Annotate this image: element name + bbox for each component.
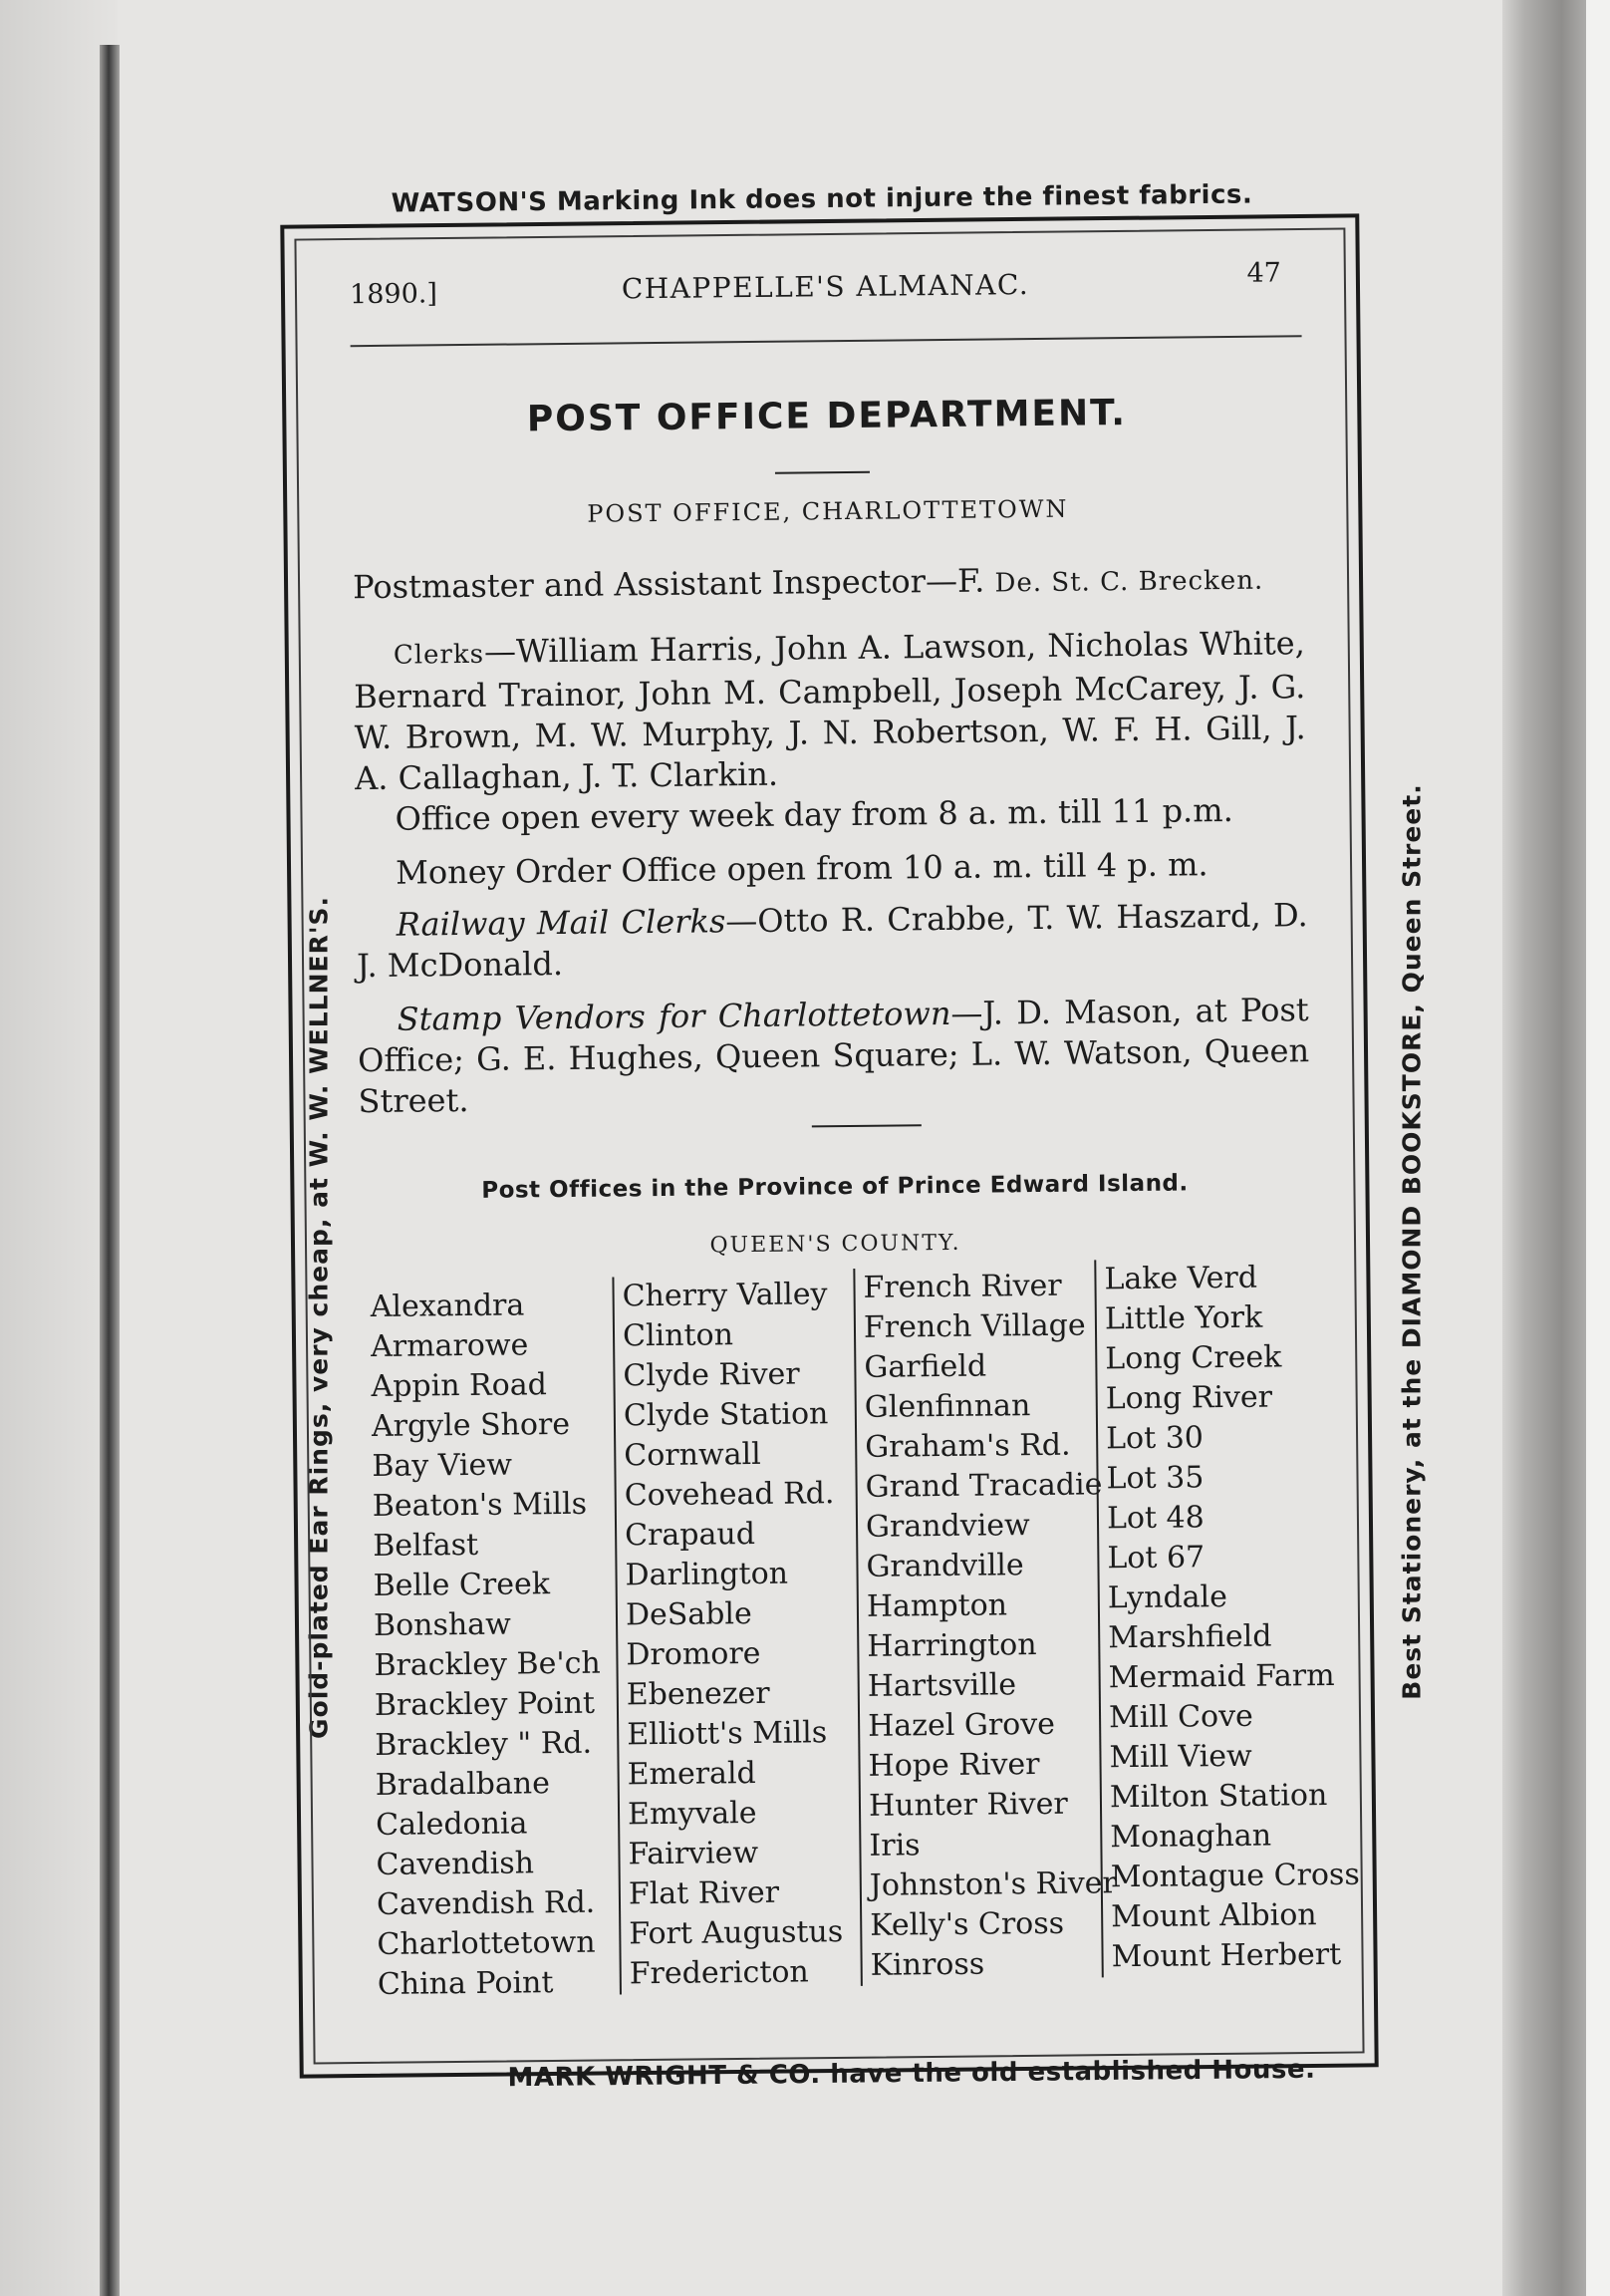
list-column-2 xyxy=(612,1275,843,1994)
list-item: Covehead Rd. xyxy=(624,1476,835,1514)
list-item: Fairview xyxy=(628,1835,759,1872)
list-item: Kelly's Cross xyxy=(870,1905,1065,1943)
list-item: Lot 35 xyxy=(1106,1460,1205,1497)
list-item: Mermaid Farm xyxy=(1108,1657,1335,1696)
list-item: Long Creek xyxy=(1105,1339,1282,1377)
list-item: Armarowe xyxy=(370,1327,529,1365)
running-head-title: CHAPPELLE'S ALMANAC. xyxy=(621,268,1030,306)
list-item: Fredericton xyxy=(629,1954,809,1992)
list-item: Johnston's River xyxy=(869,1866,1117,1903)
list-item: Emyvale xyxy=(627,1796,757,1833)
list-item: Kinross xyxy=(870,1946,985,1983)
sub-heading: POST OFFICE, CHARLOTTETOWN xyxy=(587,494,1069,528)
list-item: Lyndale xyxy=(1107,1579,1228,1616)
list-item: Lot 48 xyxy=(1106,1500,1205,1537)
list-item: Glenfinnan xyxy=(864,1388,1031,1425)
list-item: Beaton's Mills xyxy=(372,1486,588,1525)
money-order-hours: Money Order Office open from 10 a. m. till 4 p. m. xyxy=(395,845,1208,892)
clerks-text: —William Harris, John A. Lawson, Nicholas White, Bernard Trainor, John M. Campbell, Joseph McCarey, J. G. W. Brown, M. W. Murphy, J. N. Robertson, W. F. H. Gill, J. A. Callaghan, J. T. Clarkin. xyxy=(354,624,1306,798)
list-item: Clyde Station xyxy=(623,1396,829,1434)
list-item: Flat River xyxy=(628,1874,780,1912)
list-item: Little York xyxy=(1104,1299,1263,1337)
list-item: Charlottetown xyxy=(377,1924,596,1963)
top-advertisement: WATSON'S Marking Ink does not injure the finest fabrics. xyxy=(391,179,1253,219)
left-side-advertisement: Gold-plated Ear Rings, very cheap, at W. W. WELLNER'S. xyxy=(304,896,334,1739)
list-column-3 xyxy=(853,1266,1117,1986)
list-item: Lake Verd xyxy=(1104,1260,1258,1297)
post-office-list xyxy=(370,1260,1360,2005)
list-item: Lot 30 xyxy=(1105,1420,1205,1457)
list-item: Grandville xyxy=(866,1548,1024,1584)
postmaster-label: Postmaster and Assistant Inspector—F. xyxy=(352,561,995,607)
railway-label: Railway Mail Clerks xyxy=(396,902,726,944)
clerks-paragraph xyxy=(354,623,1307,799)
section-rule xyxy=(812,1124,922,1127)
list-item: Hazel Grove xyxy=(867,1706,1056,1744)
list-item: Mount Albion xyxy=(1110,1897,1317,1935)
list-item: Belle Creek xyxy=(373,1567,551,1604)
list-item: Clyde River xyxy=(623,1356,800,1394)
list-item: Harrington xyxy=(867,1627,1037,1664)
list-item: Clinton xyxy=(622,1317,734,1354)
list-item: Emerald xyxy=(627,1756,756,1793)
list-item: Marshfield xyxy=(1108,1618,1272,1656)
stamp-label: Stamp Vendors for Charlottetown xyxy=(397,994,951,1038)
list-item: China Point xyxy=(377,1965,554,2003)
list-item: Darlington xyxy=(625,1556,789,1593)
right-margin xyxy=(1586,0,1610,2296)
list-item: Cherry Valley xyxy=(622,1277,828,1314)
list-item: Lot 67 xyxy=(1107,1540,1206,1577)
railway-text: —Otto R. Crabbe, T. W. Haszard, D. J. McDonald. xyxy=(356,896,1308,986)
running-head xyxy=(350,249,1301,309)
list-item: Garfield xyxy=(864,1348,987,1385)
list-item: Mill View xyxy=(1109,1738,1252,1776)
list-item: Cavendish Rd. xyxy=(376,1884,596,1923)
list-column-1 xyxy=(371,1286,605,2005)
list-item: Bradalbane xyxy=(375,1766,551,1804)
list-item: Bonshaw xyxy=(373,1606,511,1644)
list-item: Graham's Rd. xyxy=(865,1427,1071,1465)
list-item: Caledonia xyxy=(375,1806,528,1844)
heading-rule xyxy=(775,471,870,474)
list-item: Belfast xyxy=(373,1527,479,1565)
list-item: French River xyxy=(863,1268,1062,1305)
county-heading: QUEEN'S COUNTY. xyxy=(709,1230,961,1259)
page-number: 47 xyxy=(1246,257,1282,289)
list-item: Dromore xyxy=(626,1635,761,1673)
list-item: DeSable xyxy=(625,1596,752,1633)
postmaster-name: De. St. C. Brecken. xyxy=(994,565,1264,599)
offices-heading: Post Offices in the Province of Prince Edward Island. xyxy=(481,1170,1189,1204)
list-item: Grandview xyxy=(865,1508,1030,1545)
section-heading: POST OFFICE DEPARTMENT. xyxy=(526,393,1128,440)
list-item: Long River xyxy=(1105,1379,1273,1417)
stamp-vendors-paragraph xyxy=(357,990,1309,1122)
list-item: Cornwall xyxy=(624,1436,761,1474)
running-head-year: 1890.] xyxy=(349,278,438,311)
list-column-4 xyxy=(1094,1258,1361,1978)
list-item: Grand Tracadie xyxy=(865,1467,1103,1505)
binding-gutter xyxy=(100,45,120,2296)
list-item: Brackley Be'ch xyxy=(374,1645,601,1684)
list-item: Elliott's Mills xyxy=(627,1715,828,1753)
list-item: Bay View xyxy=(372,1447,513,1485)
right-side-advertisement: Best Stationery, at the DIAMOND BOOKSTORE, Queen Street. xyxy=(1397,783,1427,1700)
stamp-text: —J. D. Mason, at Post Office; G. E. Hughes, Queen Square; L. W. Watson, Queen Street. xyxy=(357,991,1310,1121)
list-item: Monaghan xyxy=(1110,1818,1272,1856)
list-item: Hope River xyxy=(868,1747,1040,1784)
list-item: Mount Herbert xyxy=(1111,1936,1342,1975)
page-content xyxy=(349,249,1360,2033)
list-item: Hampton xyxy=(866,1587,1008,1624)
list-item: Hunter River xyxy=(868,1786,1068,1824)
list-item: Mill Cove xyxy=(1108,1698,1254,1736)
list-item: Ebenezer xyxy=(626,1675,770,1713)
list-item: Iris xyxy=(869,1828,921,1864)
list-item: Appin Road xyxy=(371,1367,547,1405)
list-item: Argyle Shore xyxy=(371,1406,571,1445)
clerks-label: Clerks xyxy=(393,639,485,671)
list-item: Brackley " Rd. xyxy=(375,1725,593,1764)
list-item: French Village xyxy=(863,1307,1086,1345)
list-item: Hartsville xyxy=(867,1667,1017,1704)
list-item: Brackley Point xyxy=(374,1685,596,1724)
list-item: Montague Cross xyxy=(1110,1857,1360,1895)
office-hours: Office open every week day from 8 a. m. till 11 p.m. xyxy=(395,790,1233,838)
list-item: Fort Augustus xyxy=(629,1914,844,1952)
list-item: Cavendish xyxy=(376,1846,535,1883)
railway-clerks-paragraph xyxy=(356,895,1308,987)
list-item: Alexandra xyxy=(370,1288,525,1325)
list-item: Crapaud xyxy=(624,1517,756,1554)
postmaster-line xyxy=(353,557,1304,611)
list-item: Milton Station xyxy=(1109,1778,1328,1816)
bottom-advertisement: MARK WRIGHT & CO. have the old established House. xyxy=(507,2054,1316,2094)
head-rule xyxy=(351,335,1302,347)
